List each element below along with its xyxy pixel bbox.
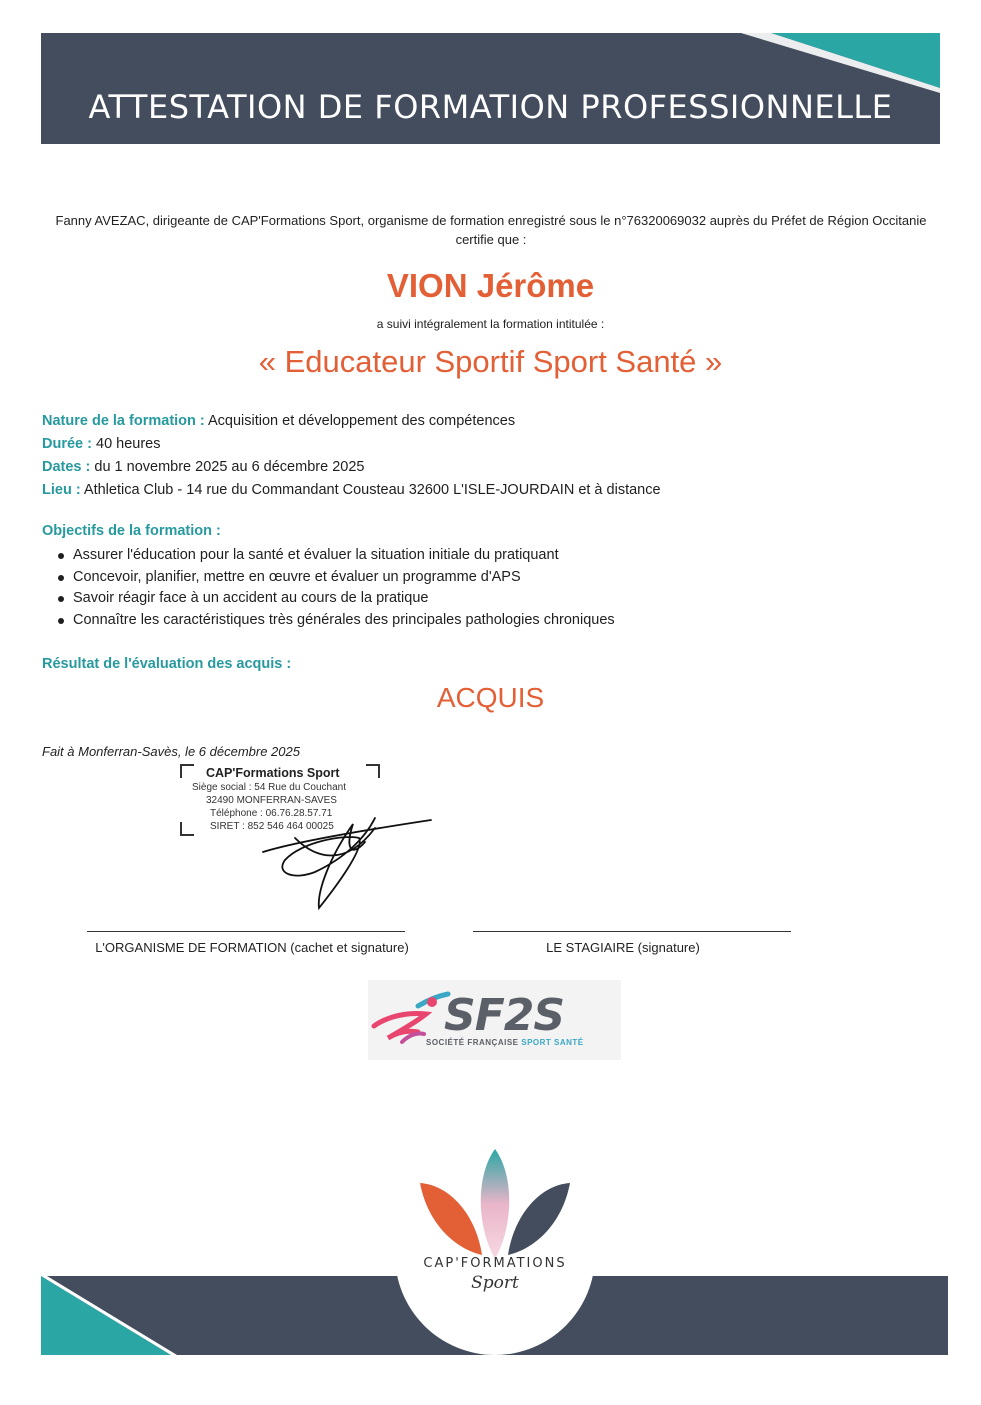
- objectives-title: Objectifs de la formation :: [42, 523, 221, 539]
- result-title: Résultat de l'évaluation des acquis :: [42, 656, 292, 672]
- document-title: ATTESTATION DE FORMATION PROFESSIONNELLE: [88, 88, 893, 126]
- stamp-corner: [180, 822, 194, 836]
- trainee-name: VION Jérôme: [386, 267, 595, 304]
- organisation-signature-line: [87, 931, 405, 932]
- sf2s-tagline-accent: SPORT SANTÉ: [521, 1038, 584, 1047]
- stamp-line: 32490 MONFERRAN-SAVES: [206, 795, 337, 806]
- objective-item: Connaître les caractéristiques très générales des principales pathologies chroniques: [56, 610, 615, 632]
- objective-item: Assurer l'éducation pour la santé et évaluer la situation initiale du pratiquant: [56, 545, 615, 567]
- detail-lieu-label: Lieu :: [42, 482, 81, 498]
- detail-dates: [42, 456, 661, 479]
- detail-duree: [42, 433, 661, 456]
- stamp-corner: [180, 764, 194, 778]
- sf2s-wordmark: SF2S: [444, 990, 565, 1041]
- detail-lieu: [42, 479, 661, 502]
- detail-dates-value: du 1 novembre 2025 au 6 décembre 2025: [94, 459, 365, 475]
- objective-item: Savoir réagir face à un accident au cours de la pratique: [56, 588, 615, 610]
- organisation-signature-label: L'ORGANISME DE FORMATION (cachet et signature): [95, 940, 409, 955]
- detail-nature-value: Acquisition et développement des compétences: [207, 413, 516, 429]
- stamp-corner: [366, 764, 380, 778]
- course-details: [42, 410, 661, 502]
- header-banner: [41, 33, 940, 144]
- sf2s-logo: [368, 980, 621, 1060]
- detail-nature: [42, 410, 661, 433]
- intro-text: Fanny AVEZAC, dirigeante de CAP'Formations Sport, organisme de formation enregistré sous le n°76320069032 auprès du Préfet de Région Occitanie certifie que :: [55, 213, 927, 247]
- capformations-leaves-icon: [410, 1145, 580, 1260]
- course-intro: a suivi intégralement la formation intitulée :: [376, 317, 605, 331]
- detail-dates-label: Dates :: [42, 459, 91, 475]
- detail-duree-label: Durée :: [42, 436, 92, 452]
- objectives-list: [56, 545, 615, 632]
- footer-accent-stripe: [41, 1276, 241, 1355]
- course-title: « Educateur Sportif Sport Santé »: [258, 344, 723, 379]
- stamp-line: Siège social : 54 Rue du Couchant: [192, 782, 346, 793]
- footer-script: Sport: [471, 1273, 519, 1293]
- detail-nature-label: Nature de la formation :: [42, 413, 205, 429]
- trainee-signature-label: LE STAGIAIRE (signature): [546, 940, 700, 955]
- trainee-signature-line: [473, 931, 791, 932]
- result-value: ACQUIS: [436, 682, 545, 713]
- handwritten-signature: [255, 798, 435, 913]
- detail-lieu-value: Athletica Club - 14 rue du Commandant Cousteau 32600 L'ISLE-JOURDAIN et à distance: [83, 482, 661, 498]
- footer-brand: CAP'FORMATIONS: [423, 1256, 567, 1271]
- stamp-line: Téléphone : 06.76.28.57.71: [210, 808, 333, 819]
- sf2s-tagline-main: SOCIÉTÉ FRANÇAISE: [426, 1038, 522, 1047]
- sf2s-tagline: [426, 1038, 584, 1047]
- detail-duree-value: 40 heures: [96, 436, 161, 452]
- stamp-name: CAP'Formations Sport: [206, 766, 340, 780]
- objective-item: Concevoir, planifier, mettre en œuvre et évaluer un programme d'APS: [56, 567, 615, 589]
- place-date: Fait à Monferran-Savès, le 6 décembre 2025: [42, 744, 300, 759]
- stamp-line: SIRET : 852 546 464 00025: [210, 821, 334, 832]
